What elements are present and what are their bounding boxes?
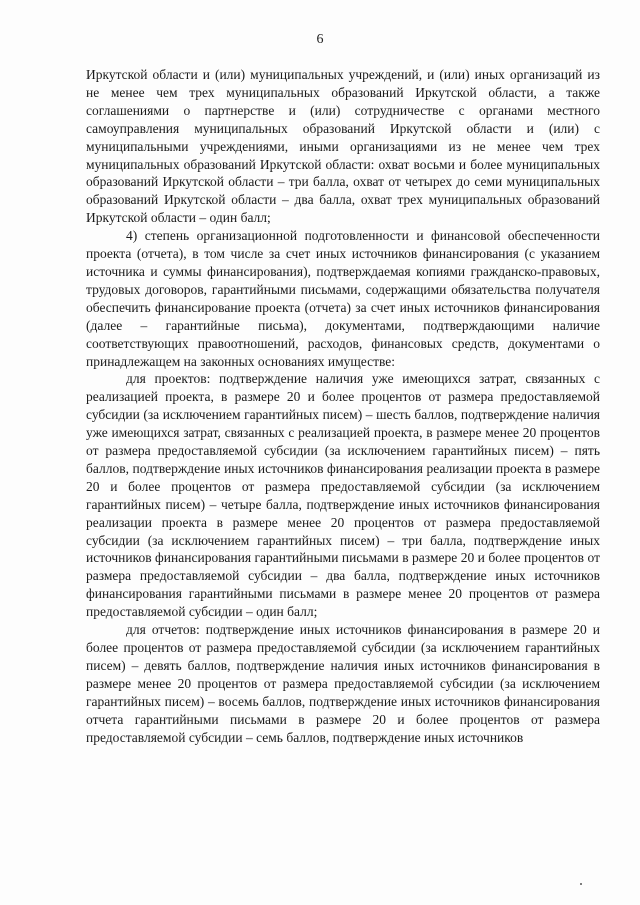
document-body	[86, 66, 600, 746]
scan-artifact	[580, 883, 582, 885]
paragraph-continuation: Иркутской области и (или) муниципальных учреждений, и (или) иных организаций из не менее чем трех муниципальных образований Иркутской области, а также соглашениями о партнерстве и (или) сотрудничестве с органами местного самоуправления муниципальных образований Иркутской области и (или) с муниципальными учреждениями, иными организациями из не менее чем трех муниципальных образований Иркутской области: охват восьми и более муниципальных образований Иркутской области – три балла, охват от четырех до семи муниципальных образований Иркутской области – два балла, охват трех муниципальных образований Иркутской области – один балл;	[86, 67, 600, 226]
paragraph-criterion-4: 4) степень организационной подготовленности и финансовой обеспеченности проекта (отчета), в том числе за счет иных источников финансирования (с указанием источника и суммы финансирования), подтверждаемая копиями гражданско-правовых, трудовых договоров, гарантийными письмами, содержащими обязательства получателя обеспечить финансирование проекта (отчета) за счет иных источников финансирования (далее – гарантийные письма), документами, подтверждающими наличие соответствующих правоотношений, расходов, финансовых средств, документами о принадлежащем на законных основаниях имуществе:	[86, 228, 600, 369]
page-number: 6	[316, 32, 324, 47]
paragraph-for-projects: для проектов: подтверждение наличия уже имеющихся затрат, связанных с реализацией проекта, в размере 20 и более процентов от размера предоставляемой субсидии (за исключением гарантийных писем) – шесть баллов, подтверждение наличия уже имеющихся затрат, связанных с реализацией проекта, в размере менее 20 процентов от размера предоставляемой субсидии (за исключением гарантийных писем) – пять баллов, подтверждение иных источников финансирования реализации проекта в размере 20 и более процентов от размера предоставляемой субсидии (за исключением гарантийных писем) – четыре балла, подтверждение иных источников финансирования реализации проекта в размере менее 20 процентов от размера предоставляемой субсидии (за исключением гарантийных писем) – три балла, подтверждение иных источников финансирования гарантийными письмами в размере 20 и более процентов от размера предоставляемой субсидии – два балла, подтверждение иных источников финансирования гарантийными письмами в размере менее 20 процентов от размера предоставляемой субсидии – один балл;	[86, 371, 600, 620]
paragraph-for-reports: для отчетов: подтверждение иных источников финансирования в размере 20 и более процентов от размера предоставляемой субсидии (за исключением гарантийных писем) – девять баллов, подтверждение наличия иных источников финансирования в размере менее 20 процентов от размера предоставляемой субсидии (за исключением гарантийных писем) – восемь баллов, подтверждение иных источников финансирования отчета гарантийными письмами в размере 20 и более процентов от размера предоставляемой субсидии – семь баллов, подтверждение иных источников	[86, 622, 600, 745]
